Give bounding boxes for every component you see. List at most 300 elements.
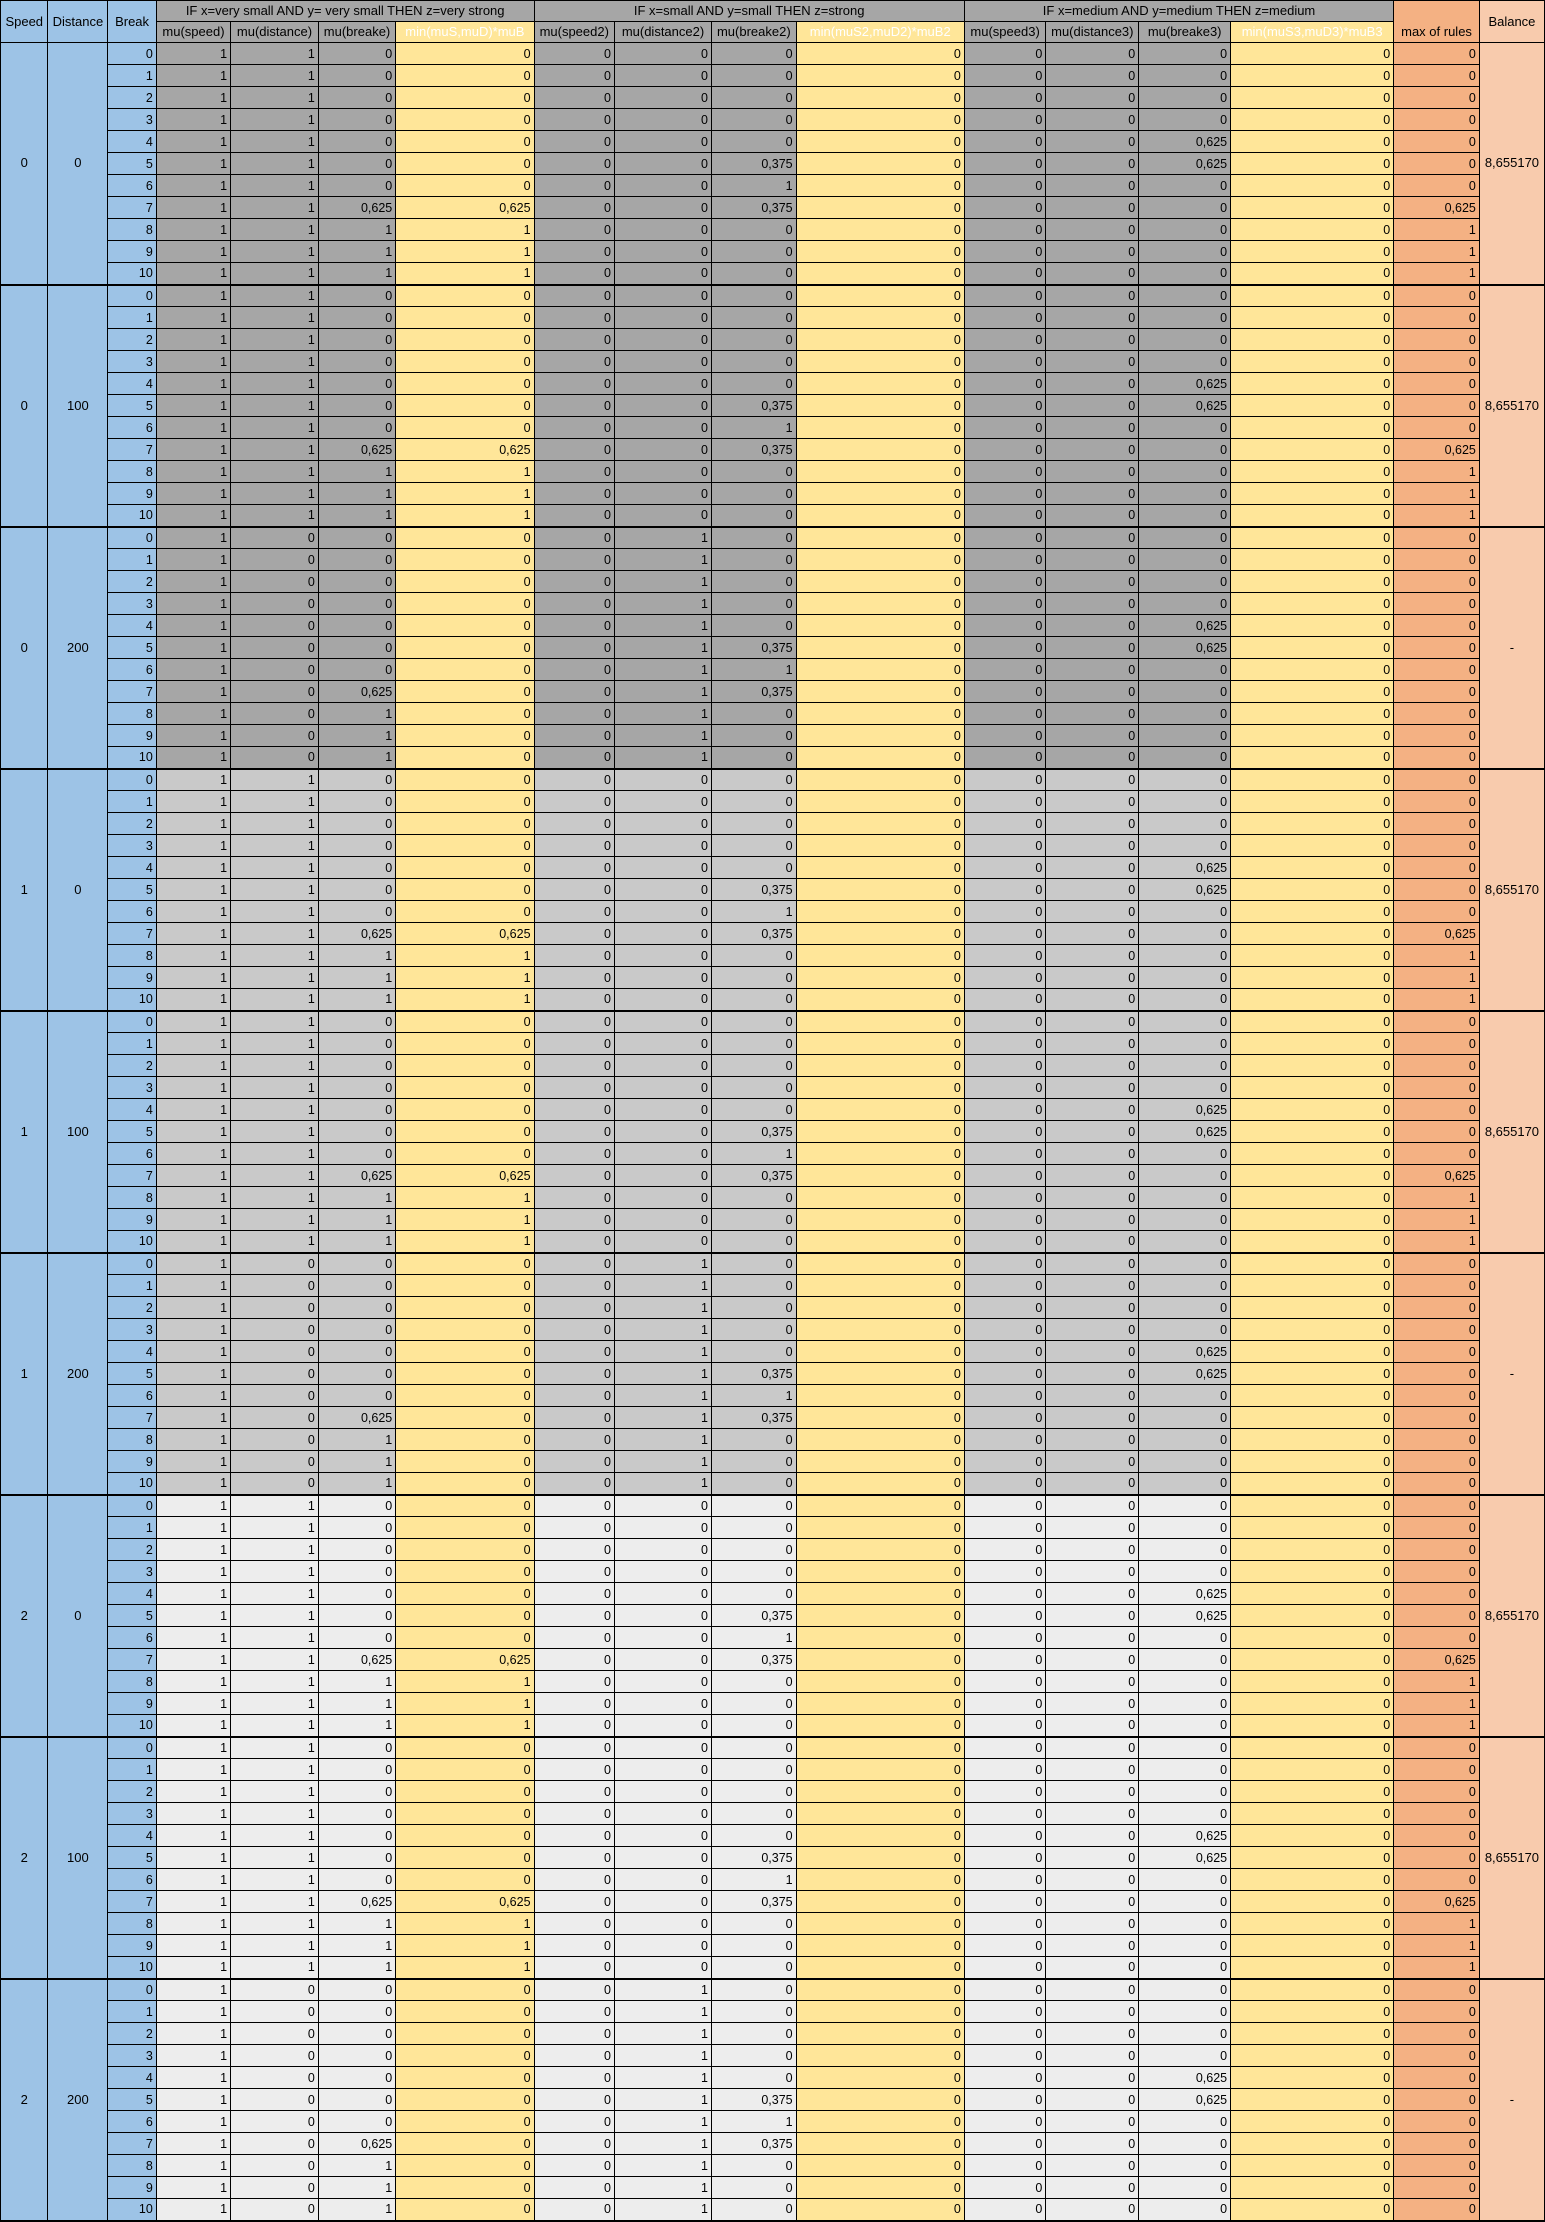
mu-speed-cell[interactable]: 1 [156,417,230,439]
mu-speed3-cell[interactable]: 0 [964,2199,1046,2221]
mu-distance-cell[interactable]: 1 [231,989,319,1011]
min-rule1-cell[interactable]: 0,625 [396,1649,534,1671]
mu-speed2-cell[interactable]: 0 [534,2045,614,2067]
mu-distance-cell[interactable]: 1 [231,1693,319,1715]
mu-distance3-cell[interactable]: 0 [1046,2177,1139,2199]
min-rule3-cell[interactable]: 0 [1231,1583,1394,1605]
mu-distance2-cell[interactable]: 0 [615,65,712,87]
distance-cell[interactable]: 100 [48,285,108,527]
min-rule3-cell[interactable]: 0 [1231,417,1394,439]
mu-distance3-cell[interactable]: 0 [1046,1869,1139,1891]
speed-cell[interactable]: 1 [1,1011,48,1253]
mu-distance-cell[interactable]: 1 [231,65,319,87]
mu-breake2-cell[interactable]: 0 [712,1451,797,1473]
mu-distance2-cell[interactable]: 1 [615,1385,712,1407]
mu-speed3-cell[interactable]: 0 [964,241,1046,263]
min-rule1-cell[interactable]: 0 [396,725,534,747]
mu-breake-cell[interactable]: 0 [318,1253,395,1275]
min-rule1-cell[interactable]: 0 [396,1737,534,1759]
min-rule2-cell[interactable]: 0 [796,527,964,549]
mu-distance3-cell[interactable]: 0 [1046,1539,1139,1561]
min-rule3-cell[interactable]: 0 [1231,923,1394,945]
mu-breake3-cell[interactable]: 0 [1139,2001,1231,2023]
mu-breake2-cell[interactable]: 0 [712,1693,797,1715]
mu-distance-cell[interactable]: 1 [231,1231,319,1253]
min-rule2-cell[interactable]: 0 [796,1781,964,1803]
min-rule2-cell[interactable]: 0 [796,1605,964,1627]
min-rule2-cell[interactable]: 0 [796,1693,964,1715]
break-cell[interactable]: 10 [108,505,157,527]
mu-speed-cell[interactable]: 1 [156,1253,230,1275]
mu-breake-cell[interactable]: 0 [318,1847,395,1869]
max-of-rules-cell[interactable]: 0 [1394,571,1480,593]
mu-distance3-cell[interactable]: 0 [1046,2067,1139,2089]
mu-distance3-cell[interactable]: 0 [1046,615,1139,637]
mu-speed-cell[interactable]: 1 [156,1913,230,1935]
mu-breake2-cell[interactable]: 0 [712,1957,797,1979]
mu-breake3-cell[interactable]: 0 [1139,2133,1231,2155]
mu-speed2-cell[interactable]: 0 [534,593,614,615]
mu-distance2-cell[interactable]: 0 [615,967,712,989]
mu-distance2-cell[interactable]: 0 [615,1649,712,1671]
min-rule3-cell[interactable]: 0 [1231,901,1394,923]
mu-distance2-cell[interactable]: 1 [615,2089,712,2111]
mu-speed3-cell[interactable]: 0 [964,43,1046,65]
min-rule1-cell[interactable]: 0 [396,2067,534,2089]
mu-speed-cell[interactable]: 1 [156,1407,230,1429]
mu-breake-cell[interactable]: 0 [318,791,395,813]
mu-breake3-cell[interactable]: 0,625 [1139,373,1231,395]
mu-distance3-cell[interactable]: 0 [1046,1957,1139,1979]
mu-speed3-cell[interactable]: 0 [964,1627,1046,1649]
mu-breake-cell[interactable]: 0 [318,1583,395,1605]
max-of-rules-cell[interactable]: 0 [1394,703,1480,725]
mu-distance3-cell[interactable]: 0 [1046,549,1139,571]
header-mu-speed2[interactable]: mu(speed2) [534,22,614,43]
break-cell[interactable]: 3 [108,1803,157,1825]
max-of-rules-cell[interactable]: 1 [1394,1935,1480,1957]
mu-distance3-cell[interactable]: 0 [1046,1011,1139,1033]
mu-distance-cell[interactable]: 1 [231,1495,319,1517]
balance-cell[interactable]: - [1479,1979,1544,2221]
min-rule1-cell[interactable]: 0 [396,2023,534,2045]
mu-distance-cell[interactable]: 0 [231,2111,319,2133]
mu-distance2-cell[interactable]: 0 [615,263,712,285]
mu-breake-cell[interactable]: 0 [318,835,395,857]
mu-breake-cell[interactable]: 1 [318,505,395,527]
mu-speed2-cell[interactable]: 0 [534,1605,614,1627]
mu-speed-cell[interactable]: 1 [156,1671,230,1693]
mu-distance2-cell[interactable]: 1 [615,1341,712,1363]
min-rule1-cell[interactable]: 0 [396,1803,534,1825]
break-cell[interactable]: 0 [108,1979,157,2001]
mu-speed-cell[interactable]: 1 [156,1363,230,1385]
min-rule1-cell[interactable]: 1 [396,1209,534,1231]
mu-speed2-cell[interactable]: 0 [534,1319,614,1341]
min-rule3-cell[interactable]: 0 [1231,725,1394,747]
mu-breake-cell[interactable]: 0 [318,1605,395,1627]
min-rule1-cell[interactable]: 0 [396,1099,534,1121]
mu-distance-cell[interactable]: 0 [231,2133,319,2155]
mu-breake2-cell[interactable]: 0 [712,241,797,263]
speed-cell[interactable]: 0 [1,527,48,769]
break-cell[interactable]: 10 [108,263,157,285]
mu-breake-cell[interactable]: 1 [318,703,395,725]
break-cell[interactable]: 8 [108,703,157,725]
mu-breake3-cell[interactable]: 0 [1139,307,1231,329]
min-rule2-cell[interactable]: 0 [796,1935,964,1957]
mu-speed-cell[interactable]: 1 [156,1957,230,1979]
mu-speed3-cell[interactable]: 0 [964,989,1046,1011]
mu-speed2-cell[interactable]: 0 [534,1473,614,1495]
mu-distance3-cell[interactable]: 0 [1046,791,1139,813]
break-cell[interactable]: 7 [108,1891,157,1913]
mu-speed3-cell[interactable]: 0 [964,505,1046,527]
min-rule3-cell[interactable]: 0 [1231,43,1394,65]
mu-breake3-cell[interactable]: 0 [1139,1957,1231,1979]
mu-distance2-cell[interactable]: 0 [615,923,712,945]
min-rule1-cell[interactable]: 0 [396,2155,534,2177]
min-rule2-cell[interactable]: 0 [796,549,964,571]
mu-speed2-cell[interactable]: 0 [534,65,614,87]
min-rule3-cell[interactable]: 0 [1231,747,1394,769]
mu-speed-cell[interactable]: 1 [156,747,230,769]
min-rule1-cell[interactable]: 0 [396,1517,534,1539]
mu-distance-cell[interactable]: 1 [231,329,319,351]
mu-speed3-cell[interactable]: 0 [964,1979,1046,2001]
max-of-rules-cell[interactable]: 0 [1394,417,1480,439]
mu-speed-cell[interactable]: 1 [156,967,230,989]
mu-speed2-cell[interactable]: 0 [534,2177,614,2199]
mu-distance-cell[interactable]: 0 [231,725,319,747]
mu-breake3-cell[interactable]: 0 [1139,1693,1231,1715]
mu-breake3-cell[interactable]: 0 [1139,1451,1231,1473]
min-rule1-cell[interactable]: 0,625 [396,197,534,219]
min-rule2-cell[interactable]: 0 [796,1847,964,1869]
min-rule2-cell[interactable]: 0 [796,417,964,439]
header-mu-distance[interactable]: mu(distance) [231,22,319,43]
mu-distance2-cell[interactable]: 1 [615,659,712,681]
mu-distance2-cell[interactable]: 0 [615,373,712,395]
mu-breake3-cell[interactable]: 0,625 [1139,1825,1231,1847]
mu-speed2-cell[interactable]: 0 [534,2089,614,2111]
mu-breake-cell[interactable]: 0 [318,2023,395,2045]
balance-cell[interactable]: 8,655170 [1479,285,1544,527]
mu-distance2-cell[interactable]: 1 [615,2067,712,2089]
min-rule2-cell[interactable]: 0 [796,219,964,241]
mu-speed3-cell[interactable]: 0 [964,1957,1046,1979]
mu-speed3-cell[interactable]: 0 [964,1473,1046,1495]
min-rule2-cell[interactable]: 0 [796,1121,964,1143]
min-rule3-cell[interactable]: 0 [1231,1979,1394,2001]
mu-breake3-cell[interactable]: 0 [1139,417,1231,439]
mu-speed3-cell[interactable]: 0 [964,483,1046,505]
max-of-rules-cell[interactable]: 0 [1394,351,1480,373]
mu-speed3-cell[interactable]: 0 [964,571,1046,593]
mu-distance-cell[interactable]: 0 [231,2001,319,2023]
mu-speed3-cell[interactable]: 0 [964,1319,1046,1341]
break-cell[interactable]: 6 [108,1869,157,1891]
mu-distance-cell[interactable]: 0 [231,747,319,769]
mu-distance3-cell[interactable]: 0 [1046,813,1139,835]
header-mu-distance3[interactable]: mu(distance3) [1046,22,1139,43]
min-rule1-cell[interactable]: 0 [396,571,534,593]
min-rule2-cell[interactable]: 0 [796,879,964,901]
break-cell[interactable]: 7 [108,923,157,945]
min-rule3-cell[interactable]: 0 [1231,285,1394,307]
mu-breake-cell[interactable]: 0 [318,373,395,395]
mu-speed2-cell[interactable]: 0 [534,2067,614,2089]
min-rule1-cell[interactable]: 0 [396,681,534,703]
mu-breake2-cell[interactable]: 0 [712,549,797,571]
mu-distance3-cell[interactable]: 0 [1046,681,1139,703]
mu-speed-cell[interactable]: 1 [156,175,230,197]
header-max-of-rules[interactable]: max of rules [1394,1,1480,43]
mu-distance-cell[interactable]: 1 [231,813,319,835]
mu-breake3-cell[interactable]: 0 [1139,1869,1231,1891]
mu-distance2-cell[interactable]: 0 [615,153,712,175]
mu-distance-cell[interactable]: 1 [231,197,319,219]
mu-breake2-cell[interactable]: 0 [712,263,797,285]
mu-distance-cell[interactable]: 0 [231,1451,319,1473]
rule2-title[interactable]: IF x=small AND y=small THEN z=strong [534,1,964,22]
mu-breake-cell[interactable]: 0 [318,857,395,879]
min-rule1-cell[interactable]: 1 [396,1913,534,1935]
mu-distance3-cell[interactable]: 0 [1046,901,1139,923]
min-rule2-cell[interactable]: 0 [796,2199,964,2221]
mu-distance-cell[interactable]: 1 [231,1143,319,1165]
max-of-rules-cell[interactable]: 0,625 [1394,1891,1480,1913]
max-of-rules-cell[interactable]: 0 [1394,65,1480,87]
min-rule1-cell[interactable]: 1 [396,1935,534,1957]
mu-distance3-cell[interactable]: 0 [1046,1319,1139,1341]
mu-speed3-cell[interactable]: 0 [964,1385,1046,1407]
mu-breake-cell[interactable]: 0 [318,1539,395,1561]
mu-distance3-cell[interactable]: 0 [1046,857,1139,879]
mu-breake-cell[interactable]: 0 [318,1363,395,1385]
mu-distance3-cell[interactable]: 0 [1046,175,1139,197]
break-cell[interactable]: 5 [108,2089,157,2111]
min-rule3-cell[interactable]: 0 [1231,1759,1394,1781]
mu-distance2-cell[interactable]: 0 [615,1913,712,1935]
mu-breake2-cell[interactable]: 1 [712,659,797,681]
mu-speed2-cell[interactable]: 0 [534,1011,614,1033]
mu-breake3-cell[interactable]: 0 [1139,1671,1231,1693]
min-rule1-cell[interactable]: 0,625 [396,1891,534,1913]
min-rule2-cell[interactable]: 0 [796,1913,964,1935]
mu-breake2-cell[interactable]: 0 [712,1055,797,1077]
mu-speed2-cell[interactable]: 0 [534,791,614,813]
mu-distance2-cell[interactable]: 1 [615,615,712,637]
mu-breake3-cell[interactable]: 0 [1139,1561,1231,1583]
min-rule2-cell[interactable]: 0 [796,197,964,219]
mu-breake3-cell[interactable]: 0 [1139,1913,1231,1935]
min-rule3-cell[interactable]: 0 [1231,791,1394,813]
mu-distance2-cell[interactable]: 1 [615,1979,712,2001]
min-rule3-cell[interactable]: 0 [1231,637,1394,659]
mu-breake3-cell[interactable]: 0,625 [1139,153,1231,175]
mu-distance3-cell[interactable]: 0 [1046,2023,1139,2045]
break-cell[interactable]: 2 [108,813,157,835]
mu-speed2-cell[interactable]: 0 [534,131,614,153]
min-rule2-cell[interactable]: 0 [796,703,964,725]
mu-speed-cell[interactable]: 1 [156,1055,230,1077]
mu-speed2-cell[interactable]: 0 [534,1121,614,1143]
mu-speed2-cell[interactable]: 0 [534,219,614,241]
min-rule1-cell[interactable]: 0 [396,1605,534,1627]
mu-breake2-cell[interactable]: 0 [712,1077,797,1099]
mu-speed-cell[interactable]: 1 [156,1979,230,2001]
mu-speed3-cell[interactable]: 0 [964,1671,1046,1693]
mu-distance3-cell[interactable]: 0 [1046,241,1139,263]
max-of-rules-cell[interactable]: 0 [1394,2067,1480,2089]
mu-speed-cell[interactable]: 1 [156,1143,230,1165]
min-rule2-cell[interactable]: 0 [796,1077,964,1099]
mu-breake3-cell[interactable]: 0 [1139,1297,1231,1319]
mu-breake2-cell[interactable]: 0 [712,2023,797,2045]
max-of-rules-cell[interactable]: 1 [1394,505,1480,527]
mu-speed3-cell[interactable]: 0 [964,857,1046,879]
max-of-rules-cell[interactable]: 0 [1394,2023,1480,2045]
max-of-rules-cell[interactable]: 0 [1394,725,1480,747]
mu-speed2-cell[interactable]: 0 [534,197,614,219]
mu-breake-cell[interactable]: 1 [318,483,395,505]
break-cell[interactable]: 6 [108,901,157,923]
break-cell[interactable]: 1 [108,1033,157,1055]
break-cell[interactable]: 9 [108,1693,157,1715]
min-rule3-cell[interactable]: 0 [1231,1715,1394,1737]
distance-cell[interactable]: 0 [48,1495,108,1737]
max-of-rules-cell[interactable]: 0 [1394,1033,1480,1055]
mu-distance-cell[interactable]: 0 [231,1429,319,1451]
mu-breake-cell[interactable]: 1 [318,1913,395,1935]
mu-distance-cell[interactable]: 0 [231,1275,319,1297]
mu-distance3-cell[interactable]: 0 [1046,879,1139,901]
mu-distance-cell[interactable]: 0 [231,2199,319,2221]
min-rule2-cell[interactable]: 0 [796,439,964,461]
max-of-rules-cell[interactable]: 0 [1394,1759,1480,1781]
mu-speed3-cell[interactable]: 0 [964,1429,1046,1451]
mu-speed2-cell[interactable]: 0 [534,1627,614,1649]
max-of-rules-cell[interactable]: 0 [1394,549,1480,571]
distance-cell[interactable]: 100 [48,1011,108,1253]
min-rule2-cell[interactable]: 0 [796,1891,964,1913]
mu-distance2-cell[interactable]: 1 [615,2045,712,2067]
max-of-rules-cell[interactable]: 0 [1394,879,1480,901]
mu-breake-cell[interactable]: 1 [318,219,395,241]
mu-breake2-cell[interactable]: 0 [712,1495,797,1517]
mu-breake-cell[interactable]: 0 [318,549,395,571]
min-rule3-cell[interactable]: 0 [1231,1143,1394,1165]
min-rule3-cell[interactable]: 0 [1231,175,1394,197]
mu-speed-cell[interactable]: 1 [156,1803,230,1825]
header-mu-speed[interactable]: mu(speed) [156,22,230,43]
mu-distance2-cell[interactable]: 0 [615,1671,712,1693]
mu-breake2-cell[interactable]: 0,375 [712,2089,797,2111]
mu-distance-cell[interactable]: 1 [231,351,319,373]
mu-breake2-cell[interactable]: 0 [712,1429,797,1451]
mu-distance-cell[interactable]: 1 [231,505,319,527]
mu-speed-cell[interactable]: 1 [156,263,230,285]
mu-distance2-cell[interactable]: 0 [615,1891,712,1913]
min-rule1-cell[interactable]: 0 [396,1341,534,1363]
min-rule3-cell[interactable]: 0 [1231,1781,1394,1803]
break-cell[interactable]: 7 [108,2133,157,2155]
mu-distance2-cell[interactable]: 0 [615,351,712,373]
mu-speed-cell[interactable]: 1 [156,1693,230,1715]
mu-speed2-cell[interactable]: 0 [534,461,614,483]
mu-breake3-cell[interactable]: 0 [1139,1759,1231,1781]
mu-distance2-cell[interactable]: 1 [615,2199,712,2221]
mu-distance-cell[interactable]: 1 [231,1539,319,1561]
mu-breake-cell[interactable]: 0 [318,1869,395,1891]
mu-distance2-cell[interactable]: 0 [615,1209,712,1231]
break-cell[interactable]: 6 [108,175,157,197]
max-of-rules-cell[interactable]: 1 [1394,1913,1480,1935]
min-rule2-cell[interactable]: 0 [796,1187,964,1209]
break-cell[interactable]: 5 [108,1363,157,1385]
mu-speed-cell[interactable]: 1 [156,1341,230,1363]
break-cell[interactable]: 8 [108,1671,157,1693]
mu-distance-cell[interactable]: 1 [231,1913,319,1935]
balance-cell[interactable]: - [1479,1253,1544,1495]
mu-breake2-cell[interactable]: 0 [712,1935,797,1957]
mu-speed-cell[interactable]: 1 [156,1121,230,1143]
mu-distance2-cell[interactable]: 0 [615,1627,712,1649]
mu-speed2-cell[interactable]: 0 [534,1429,614,1451]
min-rule3-cell[interactable]: 0 [1231,2111,1394,2133]
min-rule2-cell[interactable]: 0 [796,901,964,923]
max-of-rules-cell[interactable]: 0 [1394,1385,1480,1407]
mu-breake2-cell[interactable]: 1 [712,417,797,439]
min-rule2-cell[interactable]: 0 [796,1803,964,1825]
mu-breake2-cell[interactable]: 0 [712,1517,797,1539]
min-rule3-cell[interactable]: 0 [1231,1033,1394,1055]
mu-breake3-cell[interactable]: 0 [1139,439,1231,461]
mu-distance3-cell[interactable]: 0 [1046,1165,1139,1187]
mu-breake-cell[interactable]: 1 [318,967,395,989]
mu-breake-cell[interactable]: 0 [318,285,395,307]
min-rule1-cell[interactable]: 0 [396,1143,534,1165]
mu-breake3-cell[interactable]: 0 [1139,1209,1231,1231]
break-cell[interactable]: 8 [108,1429,157,1451]
min-rule2-cell[interactable]: 0 [796,1517,964,1539]
break-cell[interactable]: 4 [108,1341,157,1363]
mu-speed3-cell[interactable]: 0 [964,923,1046,945]
header-min-rule1[interactable]: min(muS,muD)*muB [396,22,534,43]
min-rule1-cell[interactable]: 0 [396,1781,534,1803]
mu-distance-cell[interactable]: 1 [231,263,319,285]
mu-speed2-cell[interactable]: 0 [534,439,614,461]
mu-breake-cell[interactable]: 1 [318,1935,395,1957]
mu-breake2-cell[interactable]: 0 [712,1671,797,1693]
min-rule1-cell[interactable]: 0 [396,1583,534,1605]
min-rule2-cell[interactable]: 0 [796,329,964,351]
mu-breake3-cell[interactable]: 0 [1139,1253,1231,1275]
mu-speed2-cell[interactable]: 0 [534,1187,614,1209]
min-rule3-cell[interactable]: 0 [1231,1891,1394,1913]
mu-speed2-cell[interactable]: 0 [534,1825,614,1847]
mu-distance-cell[interactable]: 1 [231,109,319,131]
mu-breake3-cell[interactable]: 0 [1139,2199,1231,2221]
mu-speed-cell[interactable]: 1 [156,1737,230,1759]
distance-cell[interactable]: 0 [48,769,108,1011]
mu-distance3-cell[interactable]: 0 [1046,1737,1139,1759]
mu-speed2-cell[interactable]: 0 [534,1979,614,2001]
mu-speed-cell[interactable]: 1 [156,1649,230,1671]
min-rule3-cell[interactable]: 0 [1231,1869,1394,1891]
mu-distance2-cell[interactable]: 0 [615,1803,712,1825]
